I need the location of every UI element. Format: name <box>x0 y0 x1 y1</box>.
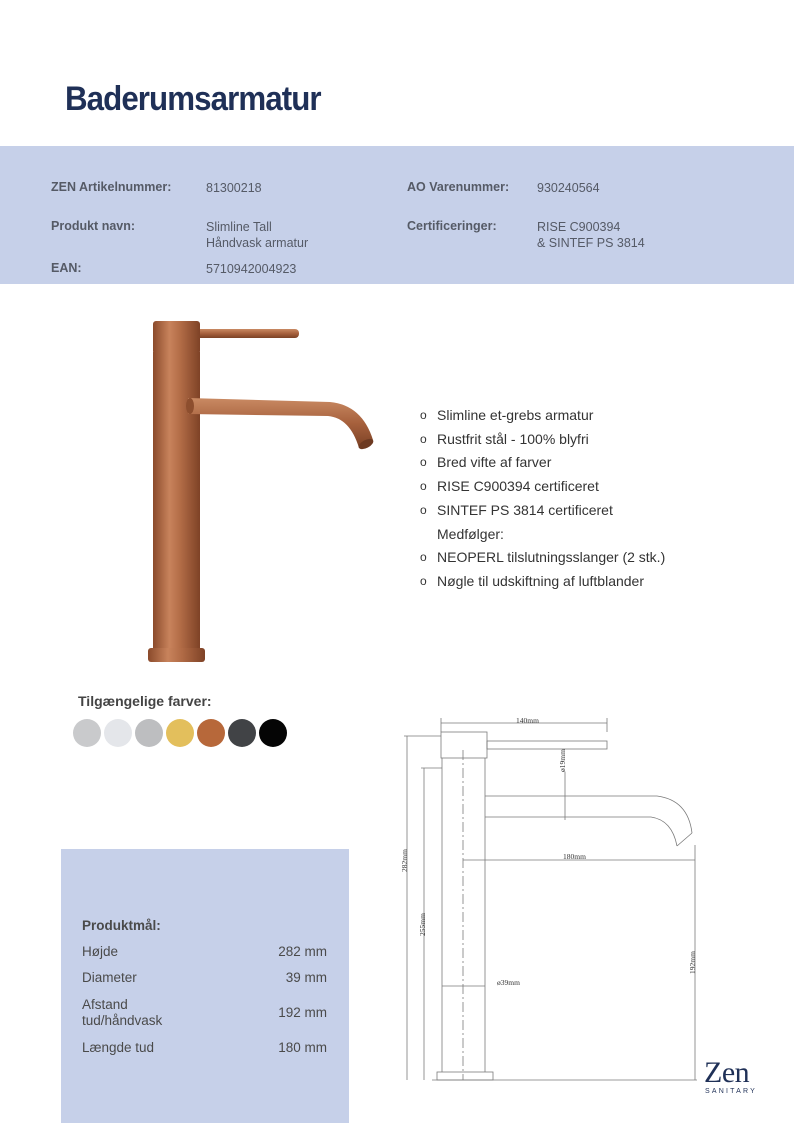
bullet-marker: o <box>420 550 427 565</box>
ao-number-label: AO Varenummer: <box>407 180 510 194</box>
feature-text: SINTEF PS 3814 certificeret <box>437 501 613 518</box>
color-swatch <box>135 719 163 747</box>
dimensions-panel <box>61 849 349 1123</box>
feature-item <box>420 570 760 594</box>
page-title: Baderumsarmatur <box>65 80 321 118</box>
dimension-row <box>82 944 327 960</box>
feature-item <box>420 475 760 499</box>
color-swatch <box>166 719 194 747</box>
clearance-dimension-label: 192mm <box>688 951 697 974</box>
dimension-row <box>82 1040 327 1056</box>
color-swatch <box>73 719 101 747</box>
base-diameter-label: ø39mm <box>497 978 520 987</box>
feature-item <box>420 451 760 475</box>
feature-text: Nøgle til udskiftning af luftblander <box>437 572 644 589</box>
dimensions-heading: Produktmål: <box>82 918 161 933</box>
dimension-label: Længde tud <box>82 1040 155 1055</box>
dimension-value: 39 mm <box>285 970 327 985</box>
feature-item <box>420 404 760 428</box>
dimension-label: Afstand tud/håndvask <box>82 997 163 1028</box>
feature-item <box>420 428 760 452</box>
bullet-marker: o <box>420 573 427 588</box>
feature-item <box>420 523 760 547</box>
width-dimension-label: 140mm <box>516 716 539 725</box>
dimension-value: 180 mm <box>278 1040 327 1055</box>
color-swatch <box>228 719 256 747</box>
color-swatch <box>104 719 132 747</box>
logo-wordmark: Zen <box>704 1056 750 1089</box>
height-dimension-label: 282mm <box>400 849 409 872</box>
bullet-marker: o <box>420 479 427 494</box>
logo-subtitle: SANITARY <box>705 1088 757 1095</box>
product-name-value-line2: Håndvask armatur <box>206 236 309 250</box>
zen-article-value: 81300218 <box>206 181 262 195</box>
dimension-row <box>82 970 327 986</box>
color-swatch <box>197 719 225 747</box>
certifications-value-line2: & SINTEF PS 3814 <box>537 236 645 250</box>
ean-label: EAN: <box>51 261 82 275</box>
bullet-marker: o <box>420 502 427 517</box>
feature-list <box>420 404 760 594</box>
dimension-value: 192 mm <box>278 1005 327 1020</box>
feature-item <box>420 546 760 570</box>
ean-value: 5710942004923 <box>206 262 297 276</box>
feature-text: Bred vifte af farver <box>437 454 552 471</box>
spout-length-label: 180mm <box>563 852 586 861</box>
product-name-label: Produkt navn: <box>51 219 136 233</box>
body-dimension-label: 255mm <box>418 913 427 936</box>
bullet-marker: o <box>420 431 427 446</box>
feature-text: RISE C900394 certificeret <box>437 478 599 495</box>
feature-text: Rustfrit stål - 100% blyfri <box>437 430 589 447</box>
product-info-band <box>0 146 794 284</box>
bullet-marker: o <box>420 455 427 470</box>
color-swatch <box>259 719 287 747</box>
product-name-value-line1: Slimline Tall <box>206 220 272 234</box>
dimension-value: 282 mm <box>278 944 327 959</box>
zen-article-label: ZEN Artikelnummer: <box>51 180 172 194</box>
bullet-marker: o <box>420 408 427 422</box>
dimension-row <box>82 997 327 1029</box>
feature-text: NEOPERL tilslutningsslanger (2 stk.) <box>437 549 666 566</box>
feature-text: Medfølger: <box>437 525 504 542</box>
zen-sanitary-logo <box>704 1058 757 1095</box>
dimension-label: Diameter <box>82 970 137 985</box>
certifications-label: Certificeringer: <box>407 219 497 233</box>
colors-label: Tilgængelige farver: <box>78 693 212 709</box>
certifications-value-line1: RISE C900394 <box>537 220 621 234</box>
feature-item <box>420 499 760 523</box>
ao-number-value: 930240564 <box>537 181 600 195</box>
feature-text: Slimline et-grebs armatur <box>437 407 594 423</box>
pipe-diameter-label: ø19mm <box>558 749 567 772</box>
faucet-product-image <box>140 310 380 670</box>
dimension-label: Højde <box>82 944 119 959</box>
